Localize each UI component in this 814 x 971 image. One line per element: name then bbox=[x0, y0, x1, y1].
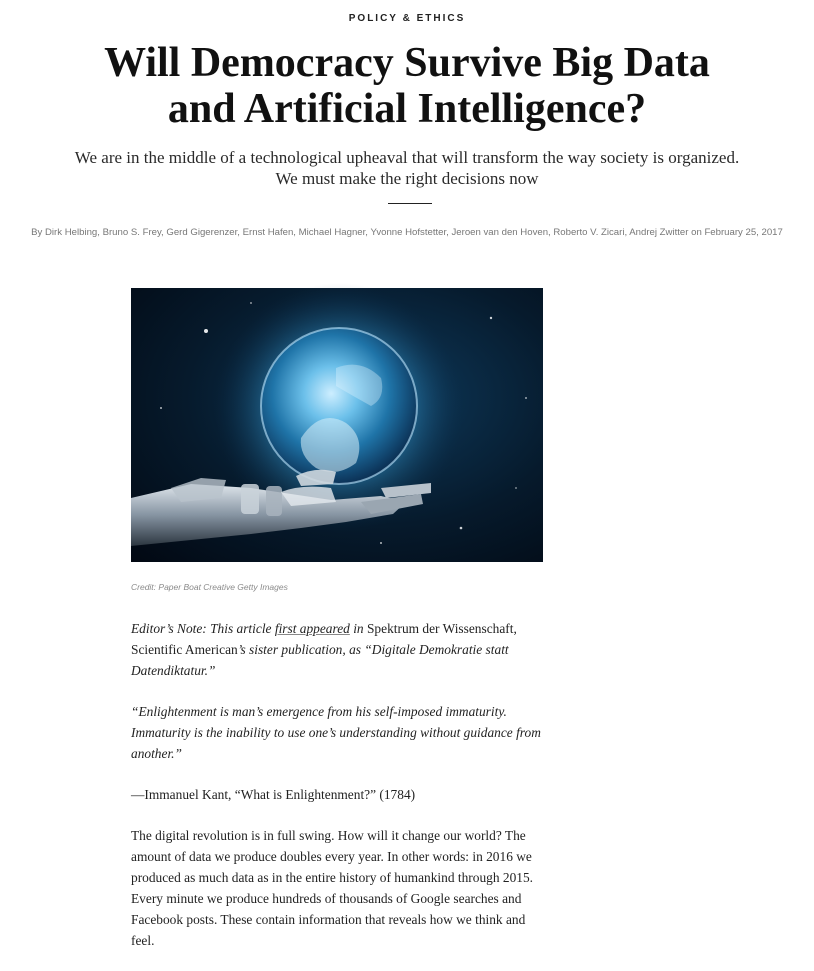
article-byline: By Dirk Helbing, Bruno S. Frey, Gerd Gigerenzer, Ernst Hafen, Michael Hagner, Yvonne Hofstetter, Jeroen van den Hoven, Roberto V. Zicari, Andrej Zwitter on February 25, 2017 bbox=[31, 227, 783, 238]
editors-note-text: in bbox=[349, 621, 367, 636]
editors-note-text: Editor’s Note: This article bbox=[131, 621, 275, 636]
image-credit: Credit: Paper Boat Creative Getty Images bbox=[131, 582, 288, 592]
headline-divider bbox=[388, 203, 432, 204]
section-category[interactable]: POLICY & ETHICS bbox=[348, 13, 466, 24]
publication-name: Spektrum der Wissenschaft bbox=[366, 621, 514, 636]
editors-note bbox=[131, 618, 546, 681]
quote-text: “Enlightenment is man’s emergence from his self-imposed immaturity. Immaturity is the inability to use one’s understanding without guidance from another.” bbox=[131, 704, 541, 761]
headline-line-2: and Artificial Intelligence? bbox=[167, 86, 647, 132]
editors-note-text: ’s sister publication, as “Digitale Demokratie statt Datendiktatur.” bbox=[131, 642, 509, 678]
glowing-earth-globe-icon bbox=[131, 288, 543, 562]
article-deck: We are in the middle of a technological upheaval that will transform the way society is organized. We must make the right decisions now bbox=[74, 148, 740, 188]
quote-attribution: —Immanuel Kant, “What is Enlightenment?” (1784) bbox=[131, 787, 416, 802]
article-body bbox=[131, 618, 546, 971]
kant-quote bbox=[131, 701, 546, 764]
first-appeared-link[interactable]: first appeared bbox=[274, 621, 350, 636]
article-headline bbox=[30, 40, 784, 132]
headline-line-1: Will Democracy Survive Big Data bbox=[104, 40, 710, 86]
editors-note-text: , Scientific American bbox=[131, 621, 517, 657]
hero-image bbox=[131, 288, 543, 562]
article-paragraph: The digital revolution is in full swing. How will it change our world? The amount of data we produce doubles every year. In other words: in 2016 we produced as much data as in the entire history of humankind through 2015. Every minute we produce hundreds of thousands of Google searches and Facebook posts. These contain information that reveals how we think and feel. bbox=[131, 828, 534, 948]
